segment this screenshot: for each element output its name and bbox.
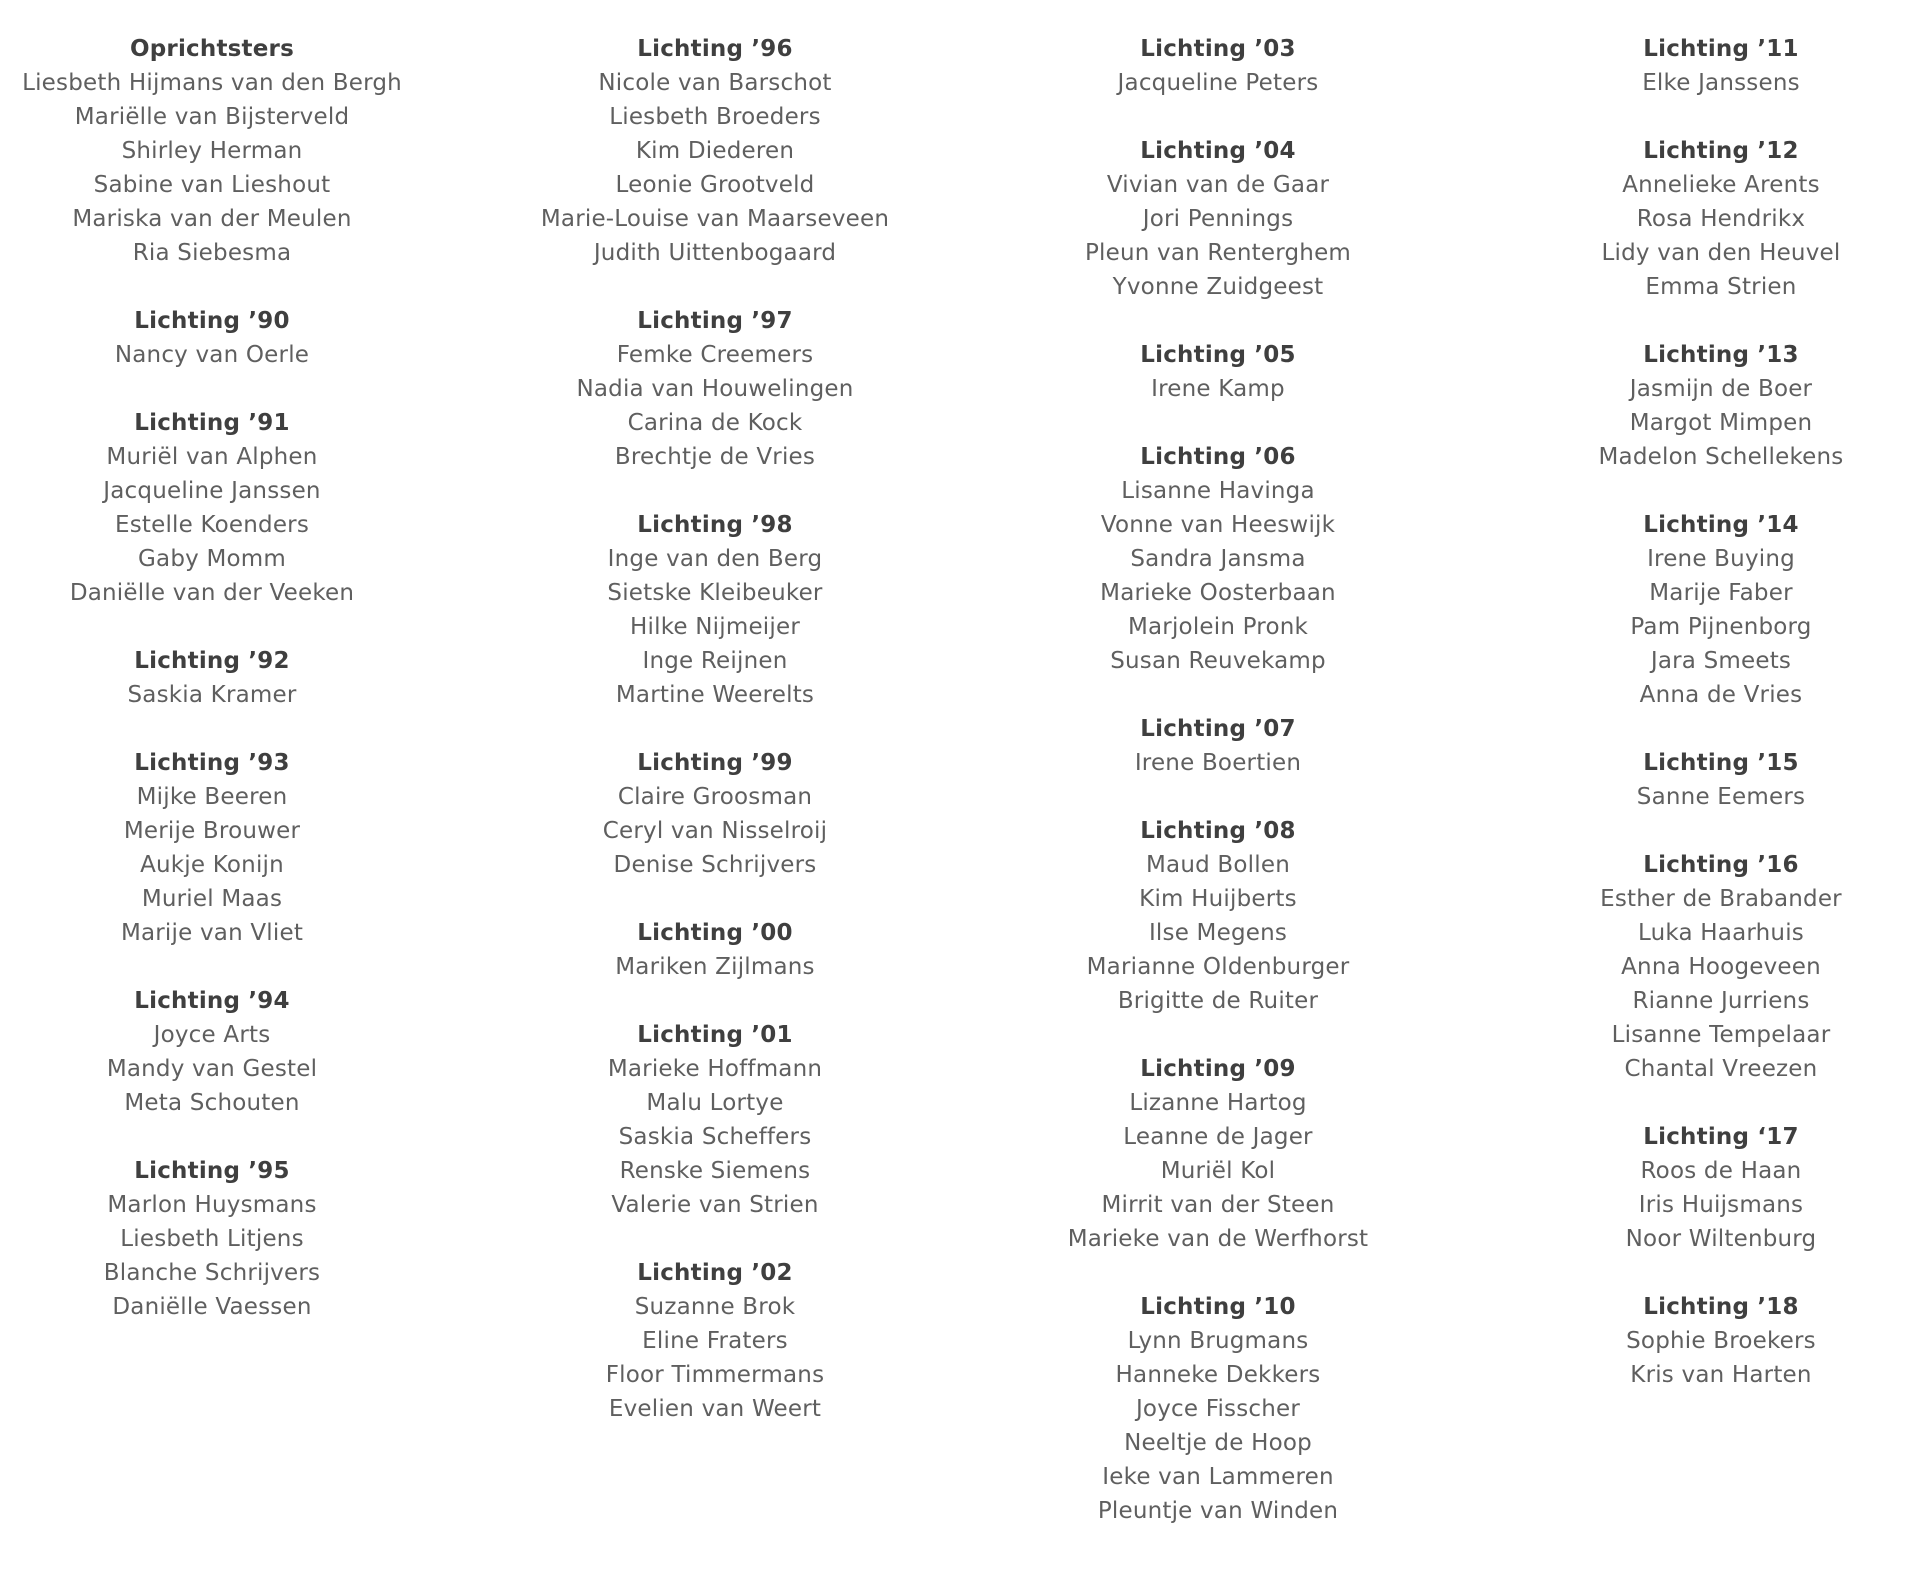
member-name: Sophie Broekers: [1626, 1328, 1816, 1354]
member-name: Nadia van Houwelingen: [576, 376, 854, 402]
member-name: Luka Haarhuis: [1638, 920, 1804, 946]
member-name: Valerie van Strien: [611, 1192, 819, 1218]
member-name: Mariska van der Meulen: [72, 206, 352, 232]
member-name: Lizanne Hartog: [1129, 1090, 1307, 1116]
lichting-group: [968, 1052, 1468, 1256]
lichting-group: [968, 338, 1468, 406]
member-name: Irene Boertien: [1134, 750, 1302, 776]
member-name: Ria Siebesma: [132, 240, 292, 266]
lichting-group: [0, 746, 462, 950]
member-name: Liesbeth Broeders: [609, 104, 821, 130]
group-title: Lichting ’05: [1140, 342, 1296, 368]
member-name: Sanne Eemers: [1636, 784, 1806, 810]
lichting-group: [1471, 134, 1919, 304]
group-title: Lichting ’04: [1140, 138, 1296, 164]
member-name: Chantal Vreezen: [1624, 1056, 1818, 1082]
lichting-group: [465, 916, 965, 984]
group-title: Lichting ’14: [1643, 512, 1799, 538]
member-name: Sietske Kleibeuker: [607, 580, 823, 606]
lichting-group: [0, 304, 462, 372]
lichting-group: [968, 1290, 1468, 1528]
member-name: Aukje Konijn: [140, 852, 284, 878]
member-name: Rianne Jurriens: [1632, 988, 1810, 1014]
member-name: Saskia Kramer: [127, 682, 297, 708]
member-name: Meta Schouten: [124, 1090, 300, 1116]
member-name: Sandra Jansma: [1130, 546, 1306, 572]
member-name: Emma Strien: [1645, 274, 1797, 300]
lichting-group: [0, 1154, 462, 1324]
member-name: Brigitte de Ruiter: [1117, 988, 1319, 1014]
member-name: Martine Weerelts: [615, 682, 815, 708]
lichting-group: [465, 1256, 965, 1426]
lichting-group: [1471, 746, 1919, 814]
member-name: Daniëlle van der Veeken: [69, 580, 355, 606]
lichting-group: [1471, 508, 1919, 712]
member-name: Annelieke Arents: [1622, 172, 1820, 198]
member-name: Muriel Maas: [141, 886, 283, 912]
group-title: Lichting ’90: [134, 308, 290, 334]
member-name: Elke Janssens: [1642, 70, 1800, 96]
member-name: Nicole van Barschot: [598, 70, 832, 96]
group-title: Lichting ’97: [637, 308, 793, 334]
member-name: Marlon Huysmans: [107, 1192, 317, 1218]
lichting-group: [0, 984, 462, 1120]
member-name: Estelle Koenders: [114, 512, 310, 538]
member-name: Ieke van Lammeren: [1102, 1464, 1334, 1490]
member-name: Kim Diederen: [635, 138, 795, 164]
member-name: Vivian van de Gaar: [1106, 172, 1330, 198]
member-name: Merije Brouwer: [123, 818, 301, 844]
member-name: Jacqueline Janssen: [103, 478, 321, 504]
lichting-group: [465, 508, 965, 712]
member-name: Jara Smeets: [1650, 648, 1792, 674]
member-name: Saskia Scheffers: [618, 1124, 812, 1150]
lichting-group: [968, 440, 1468, 678]
lichting-group: [1471, 32, 1919, 100]
member-name: Anna de Vries: [1639, 682, 1803, 708]
lichting-group: [968, 712, 1468, 780]
lichting-group: [968, 134, 1468, 304]
member-name: Lisanne Havinga: [1121, 478, 1315, 504]
member-name: Marieke van de Werfhorst: [1067, 1226, 1369, 1252]
member-name: Esther de Brabander: [1600, 886, 1842, 912]
member-name: Pam Pijnenborg: [1630, 614, 1812, 640]
member-name: Leonie Grootveld: [615, 172, 815, 198]
member-name: Ilse Megens: [1148, 920, 1288, 946]
member-name: Kim Huijberts: [1139, 886, 1297, 912]
member-name: Jori Pennings: [1142, 206, 1294, 232]
member-name: Mijke Beeren: [136, 784, 288, 810]
member-name: Iris Huijsmans: [1638, 1192, 1804, 1218]
member-name: Evelien van Weert: [608, 1396, 822, 1422]
member-name: Jacqueline Peters: [1117, 70, 1319, 96]
member-name: Shirley Herman: [121, 138, 303, 164]
group-title: Lichting ’12: [1643, 138, 1799, 164]
member-name: Rosa Hendrikx: [1636, 206, 1806, 232]
member-name: Anna Hoogeveen: [1621, 954, 1821, 980]
column-2: [465, 32, 965, 1460]
member-name: Marije van Vliet: [120, 920, 304, 946]
member-name: Marie-Louise van Maarseveen: [540, 206, 890, 232]
member-name: Susan Reuvekamp: [1110, 648, 1326, 674]
group-title: Lichting ’94: [134, 988, 290, 1014]
lichting-group: [1471, 1120, 1919, 1256]
member-name: Joyce Fisscher: [1135, 1396, 1301, 1422]
member-name: Nancy van Oerle: [114, 342, 310, 368]
member-name: Floor Timmermans: [605, 1362, 825, 1388]
member-name: Inge Reijnen: [642, 648, 788, 674]
member-name: Marianne Oldenburger: [1086, 954, 1350, 980]
member-name: Lynn Brugmans: [1127, 1328, 1309, 1354]
member-name: Daniëlle Vaessen: [112, 1294, 312, 1320]
lichting-group: [0, 32, 462, 270]
group-title: Lichting ’91: [134, 410, 290, 436]
member-name: Madelon Schellekens: [1598, 444, 1844, 470]
lichting-group: [0, 644, 462, 712]
member-name: Kris van Harten: [1630, 1362, 1812, 1388]
member-name: Carina de Kock: [627, 410, 803, 436]
member-name: Irene Buying: [1647, 546, 1795, 572]
group-title: Lichting ’96: [637, 36, 793, 62]
member-name: Malu Lortye: [646, 1090, 784, 1116]
member-name: Hilke Nijmeijer: [630, 614, 800, 640]
member-name: Vonne van Heeswijk: [1100, 512, 1336, 538]
member-name: Brechtje de Vries: [614, 444, 816, 470]
lichting-group: [1471, 338, 1919, 474]
member-name: Yvonne Zuidgeest: [1112, 274, 1324, 300]
member-name: Noor Wiltenburg: [1625, 1226, 1817, 1252]
lichting-group: [0, 406, 462, 610]
member-name: Irene Kamp: [1151, 376, 1285, 402]
group-title: Lichting ’01: [637, 1022, 793, 1048]
group-title: Lichting ’08: [1140, 818, 1296, 844]
member-name: Eline Fraters: [642, 1328, 788, 1354]
member-name: Hanneke Dekkers: [1115, 1362, 1321, 1388]
group-title: Lichting ‘17: [1643, 1124, 1799, 1150]
lichting-group: [465, 746, 965, 882]
member-name: Muriël Kol: [1160, 1158, 1276, 1184]
member-name: Joyce Arts: [153, 1022, 271, 1048]
member-name: Ceryl van Nisselroij: [602, 818, 828, 844]
member-name: Marjolein Pronk: [1127, 614, 1309, 640]
member-name: Marieke Oosterbaan: [1100, 580, 1336, 606]
member-name: Pleun van Renterghem: [1084, 240, 1352, 266]
member-name: Femke Creemers: [616, 342, 814, 368]
member-name: Pleuntje van Winden: [1097, 1498, 1339, 1524]
group-title: Lichting ’93: [134, 750, 290, 776]
lichting-group: [968, 814, 1468, 1018]
member-name: Lisanne Tempelaar: [1611, 1022, 1831, 1048]
member-name: Margot Mimpen: [1629, 410, 1813, 436]
group-title: Lichting ’92: [134, 648, 290, 674]
group-title: Lichting ’09: [1140, 1056, 1296, 1082]
member-name: Denise Schrijvers: [613, 852, 817, 878]
group-title: Lichting ’02: [637, 1260, 793, 1286]
member-name: Liesbeth Litjens: [120, 1226, 304, 1252]
group-title: Lichting ’99: [637, 750, 793, 776]
member-name: Roos de Haan: [1640, 1158, 1802, 1184]
member-name: Liesbeth Hijmans van den Bergh: [22, 70, 402, 96]
member-name: Claire Groosman: [617, 784, 813, 810]
member-name: Muriël van Alphen: [106, 444, 318, 470]
member-name: Mariken Zijlmans: [615, 954, 815, 980]
group-title: Lichting ’07: [1140, 716, 1296, 742]
member-name: Judith Uittenbogaard: [593, 240, 837, 266]
group-title: Oprichtsters: [130, 36, 294, 62]
group-title: Lichting ’06: [1140, 444, 1296, 470]
member-name: Mariëlle van Bijsterveld: [74, 104, 350, 130]
lichting-group: [465, 304, 965, 474]
group-title: Lichting ’00: [637, 920, 793, 946]
lichting-group: [1471, 848, 1919, 1086]
group-title: Lichting ’11: [1643, 36, 1799, 62]
lichting-group: [968, 32, 1468, 100]
group-title: Lichting ’98: [637, 512, 793, 538]
column-1: [0, 32, 462, 1358]
member-name: Suzanne Brok: [634, 1294, 796, 1320]
lichting-group: [465, 32, 965, 270]
group-title: Lichting ’95: [134, 1158, 290, 1184]
group-title: Lichting ’15: [1643, 750, 1799, 776]
member-name: Mandy van Gestel: [106, 1056, 318, 1082]
group-title: Lichting ’18: [1643, 1294, 1799, 1320]
lichting-group: [1471, 1290, 1919, 1392]
member-name: Neeltje de Hoop: [1124, 1430, 1312, 1456]
member-name: Jasmijn de Boer: [1629, 376, 1813, 402]
member-name: Marieke Hoffmann: [607, 1056, 823, 1082]
member-name: Inge van den Berg: [607, 546, 823, 572]
member-name: Marije Faber: [1649, 580, 1793, 606]
member-name: Renske Siemens: [619, 1158, 811, 1184]
member-name: Gaby Momm: [138, 546, 286, 572]
member-name: Lidy van den Heuvel: [1601, 240, 1841, 266]
member-name: Blanche Schrijvers: [103, 1260, 321, 1286]
group-title: Lichting ’10: [1140, 1294, 1296, 1320]
group-title: Lichting ’13: [1643, 342, 1799, 368]
column-3: [968, 32, 1468, 1562]
lichting-group: [465, 1018, 965, 1222]
member-name: Mirrit van der Steen: [1101, 1192, 1335, 1218]
group-title: Lichting ’03: [1140, 36, 1296, 62]
member-name: Sabine van Lieshout: [93, 172, 331, 198]
member-name: Maud Bollen: [1146, 852, 1290, 878]
member-name: Leanne de Jager: [1123, 1124, 1313, 1150]
column-4: [1471, 32, 1919, 1426]
group-title: Lichting ’16: [1643, 852, 1799, 878]
